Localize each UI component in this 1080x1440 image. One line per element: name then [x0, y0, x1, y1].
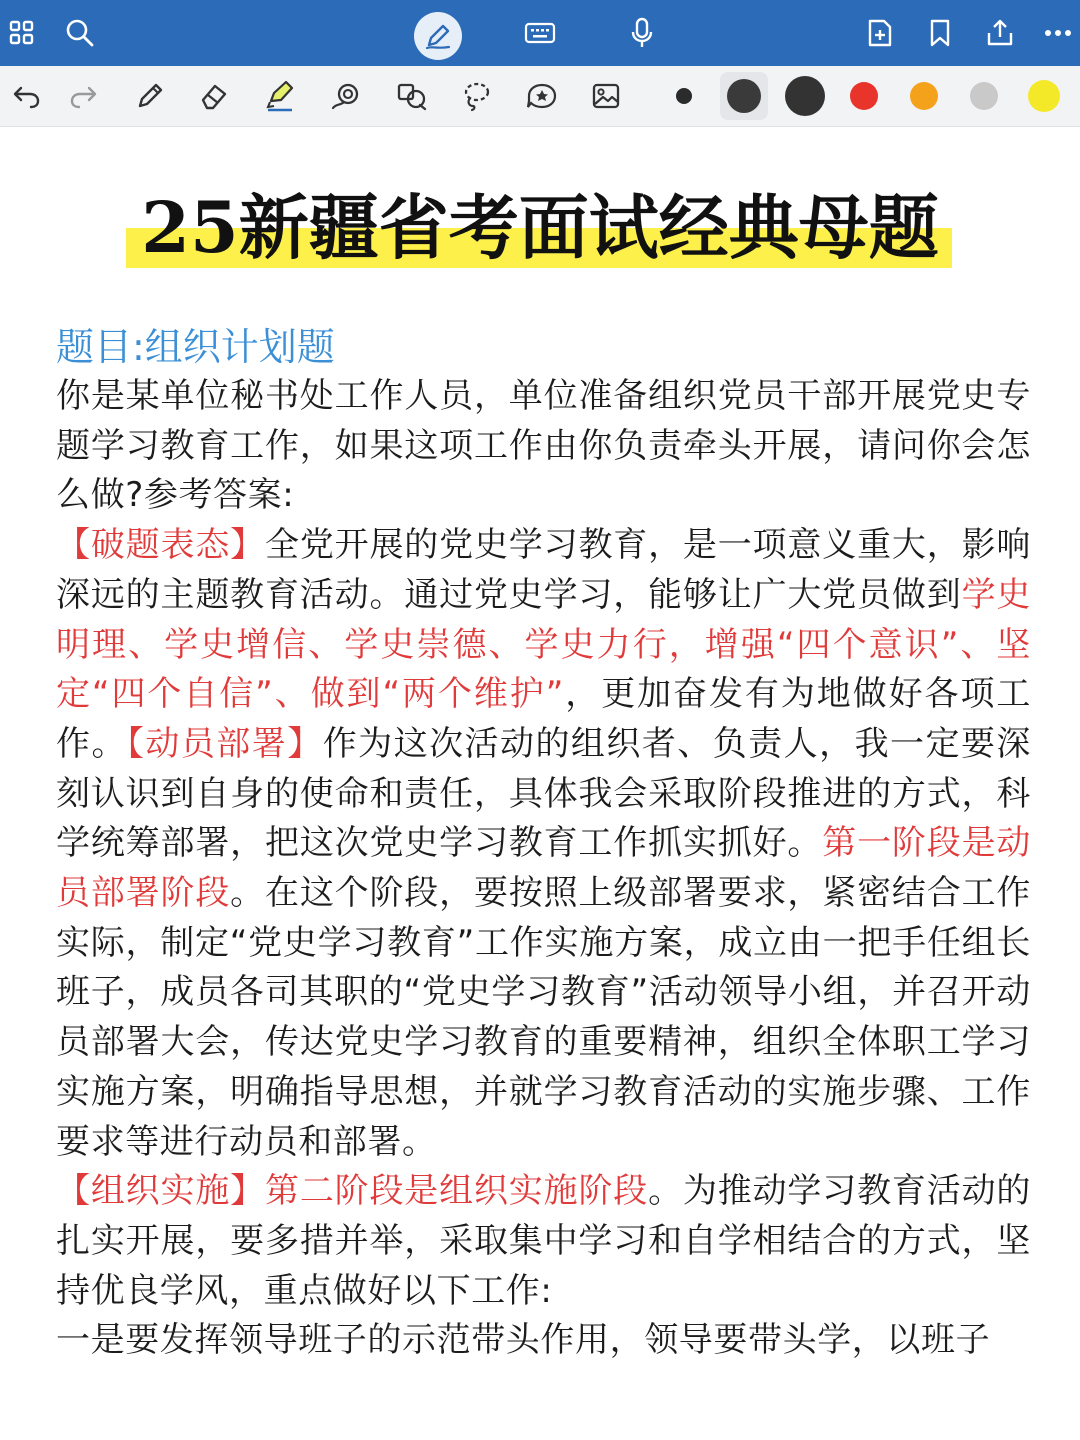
section-tag-breaking: 【破题表态】 — [56, 525, 265, 566]
pen-edit-icon[interactable] — [414, 12, 462, 60]
color-swatch-orange[interactable] — [910, 82, 938, 110]
stamp-icon[interactable] — [518, 72, 566, 120]
highlighter-icon[interactable] — [256, 72, 304, 120]
sticker-icon[interactable] — [388, 72, 436, 120]
pen-icon[interactable] — [126, 72, 174, 120]
para-text: 全党开展的党史学习教育，是一项意义重大，影响深远的主题教育活动。通过党史学习，能够让广大党员做到 — [56, 525, 1031, 615]
shape-icon[interactable] — [322, 72, 370, 120]
emphasis-text: 第一阶段是动员部署阶段 — [56, 823, 1031, 914]
color-swatch-gray[interactable] — [970, 82, 998, 110]
emphasis-text: 第二阶段是组织实施阶段 — [264, 1171, 649, 1212]
para-text: 。为推动学习教育活动的扎实开展，要多措并举，采取集中学习和自学相结合的方式，坚持优良学风，重点做好以下工作: — [56, 1171, 1031, 1311]
add-page-icon[interactable] — [862, 0, 898, 66]
eraser-icon[interactable] — [190, 72, 238, 120]
microphone-icon[interactable] — [624, 0, 660, 66]
lasso-icon[interactable] — [452, 72, 500, 120]
document-title: 25新疆省考面试经典母题 — [141, 186, 939, 269]
undo-icon[interactable] — [2, 72, 50, 120]
document-body — [56, 372, 1031, 1366]
para-text: 。在这个阶段，要按照上级部署要求，紧密结合工作实际，制定“党史学习教育”工作实施方案，成立由一把手任组长班子，成员各司其职的“党史学习教育”活动领导小组，并召开动员部署大会，传达党史学习教育的重要精神，组织全体职工学习实施方案，明确指导思想，并就学习教育活动的实施步骤、工作要求等进行动员和部署。 — [56, 873, 1031, 1162]
para-text: 你是某单位秘书处工作人员，单位准备组织党员干部开展党史专题学习教育工作，如果这项工作由你负责牵头开展，请问你会怎么做?参考答案: — [56, 376, 1031, 516]
grid-icon[interactable] — [4, 0, 40, 66]
redo-icon[interactable] — [60, 72, 108, 120]
para-text: ，更加奋发有为地做好各项工作。 — [56, 674, 1031, 764]
document-title-block — [0, 180, 1080, 280]
para-text: 作为这次活动的组织者、负责人，我一定要深刻认识到自身的使命和责任，具体我会采取阶段推进的方式，科学统筹部署，把这次党史学习教育工作抓实抓好。 — [56, 723, 1032, 864]
search-icon[interactable] — [60, 0, 100, 66]
top-toolbar — [0, 0, 1080, 66]
para-text: 一是要发挥领导班子的示范带头作用，领导要带头学，以班子 — [56, 1320, 991, 1361]
emphasis-text: 学史明理、学史增信、学史崇德、学史力行，增强“四个意识”、坚定“四个自信”、做到“两个维护” — [56, 574, 1031, 715]
color-swatch-dark-gray[interactable] — [727, 79, 761, 113]
color-swatch-red[interactable] — [850, 82, 878, 110]
pen-size-small-dot[interactable] — [676, 88, 692, 104]
share-icon[interactable] — [982, 0, 1018, 66]
section-tag-mobilize: 【动员部署】 — [126, 723, 323, 764]
color-swatch-yellow[interactable] — [1028, 80, 1060, 112]
section-tag-implement: 【组织实施】 — [56, 1171, 265, 1212]
keyboard-icon[interactable] — [520, 0, 560, 66]
color-swatch-black[interactable] — [785, 76, 825, 116]
image-icon[interactable] — [582, 72, 630, 120]
bookmark-icon[interactable] — [922, 0, 958, 66]
question-heading: 题目:组织计划题 — [56, 325, 335, 369]
more-icon[interactable] — [1040, 0, 1076, 66]
